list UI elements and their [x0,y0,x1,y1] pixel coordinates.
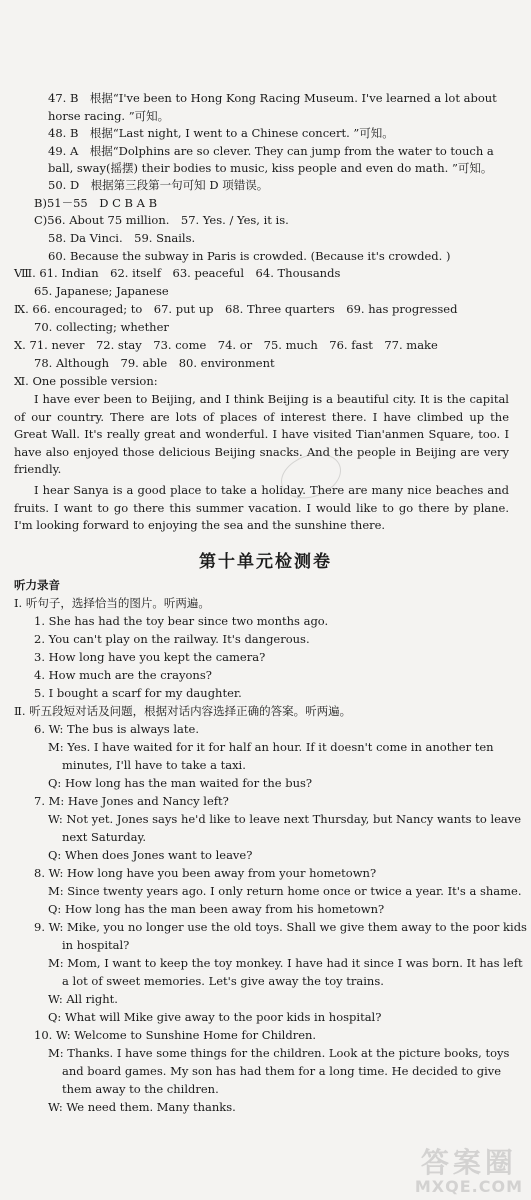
dialog-10-w2: W: We need them. Many thanks. [48,1100,236,1114]
answer-50: 50. D 根据第三段第一句可知 D 项错误。 [48,178,269,192]
dialog-9-w-cont: in hospital? [62,938,130,952]
watermark-sub-text: MXQE.COM [414,1177,523,1196]
dialog-9-w2: W: All right. [48,992,118,1006]
dialog-6-q: Q: How long has the man waited for the bus? [48,776,313,790]
dialog-8-q: Q: How long has the man been away from his hometown? [48,902,385,916]
listening-part-1-instruction: Ⅰ. 听句子，选择恰当的图片。听两遍。 [14,596,210,610]
dialog-9-m-cont: a lot of sweet memories. Let's give away the toy trains. [62,974,384,988]
answer-47-line2: horse racing. ”可知。 [48,109,170,123]
listening-item-4: 4. How much are the crayons? [34,668,212,682]
answer-65: 65. Japanese; Japanese [34,284,169,298]
answer-49-line2: ball, sway(摇摆) their bodies to music, kiss people and even do math. ”可知。 [48,161,493,175]
dialog-7-m: 7. M: Have Jones and Nancy left? [34,794,229,808]
answer-section-8: Ⅷ. 61. Indian 62. itself 63. peaceful 64. Thousands [14,266,341,280]
listening-part-2-instruction: Ⅱ. 听五段短对话及问题，根据对话内容选择正确的答案。听两遍。 [14,704,352,718]
dialog-9-w: 9. W: Mike, you no longer use the old toys. Shall we give them away to the poor kids [34,920,527,934]
listening-item-2: 2. You can't play on the railway. It's dangerous. [34,632,310,646]
dialog-8-w: 8. W: How long have you been away from your hometown? [34,866,377,880]
answer-78-80: 78. Although 79. able 80. environment [34,356,275,370]
answer-58-59: 58. Da Vinci. 59. Snails. [48,231,196,245]
answer-section-10: Ⅹ. 71. never 72. stay 73. come 74. or 75. much 76. fast 77. make [14,338,438,352]
dialog-7-q: Q: When does Jones want to leave? [48,848,253,862]
answer-49-line1: 49. A 根据“Dolphins are so clever. They can jump from the water to touch a [48,144,494,158]
answer-47-line1: 47. B 根据“I've been to Hong Kong Racing Museum. I've learned a lot about [48,91,497,105]
answer-section-11: Ⅺ. One possible version: [14,374,158,388]
answer-70: 70. collecting; whether [34,320,169,334]
dialog-10-w: 10. W: Welcome to Sunshine Home for Children. [34,1028,317,1042]
dialog-8-m: M: Since twenty years ago. I only return home once or twice a year. It's a shame. [48,884,522,898]
answer-section-9: Ⅸ. 66. encouraged; to 67. put up 68. Three quarters 69. has progressed [14,302,458,316]
answer-48: 48. B 根据“Last night, I went to a Chinese concert. ”可知。 [48,126,394,140]
listening-item-1: 1. She has had the toy bear since two months ago. [34,614,329,628]
dialog-6-w: 6. W: The bus is always late. [34,722,199,736]
essay-paragraph-2: I hear Sanya is a good place to take a holiday. There are many nice beaches and fruits. I want to go there this summer vacation. I would like to go there by plane. I'm looking forward to enjoying the sea and the sunshine there. [14,483,509,532]
listening-item-3: 3. How long have you kept the camera? [34,650,266,664]
dialog-10-m-cont2: them away to the children. [62,1082,219,1096]
answer-60: 60. Because the subway in Paris is crowded. (Because it's crowded. ) [48,249,451,263]
unit-title: 第十单元检测卷 [199,552,332,572]
watermark-logo [415,1141,523,1196]
answer-51-55: B)51－55 D C B A B [34,196,158,210]
dialog-7-w-cont: next Saturday. [62,830,147,844]
listening-heading: 听力录音 [14,578,60,592]
dialog-7-w: W: Not yet. Jones says he'd like to leave next Thursday, but Nancy wants to leave [48,812,522,826]
dialog-9-q: Q: What will Mike give away to the poor kids in hospital? [48,1010,382,1024]
listening-item-5: 5. I bought a scarf for my daughter. [34,686,242,700]
dialog-10-m-cont1: and board games. My son has had them for a long time. He decided to give [62,1064,502,1078]
answer-56-57: C)56. About 75 million. 57. Yes. / Yes, it is. [34,213,289,227]
essay-paragraph-1: I have ever been to Beijing, and I think Beijing is a beautiful city. It is the capital of our country. There are lots of places of interest there. I have climbed up the Great Wall. It's really great and wonderful. I have visited Tian'anmen Square, too. I have also enjoyed those delicious Beijing snacks. And the people in Beijing are very friendly. [14,392,509,476]
dialog-10-m: M: Thanks. I have some things for the children. Look at the picture books, toys [48,1046,510,1060]
watermark-main-text: 答案圈 [420,1146,517,1179]
dialog-6-m: M: Yes. I have waited for it for half an hour. If it doesn't come in another ten [48,740,494,754]
dialog-6-m-cont: minutes, I'll have to take a taxi. [62,758,246,772]
dialog-9-m: M: Mom, I want to keep the toy monkey. I have had it since I was born. It has left [48,956,523,970]
